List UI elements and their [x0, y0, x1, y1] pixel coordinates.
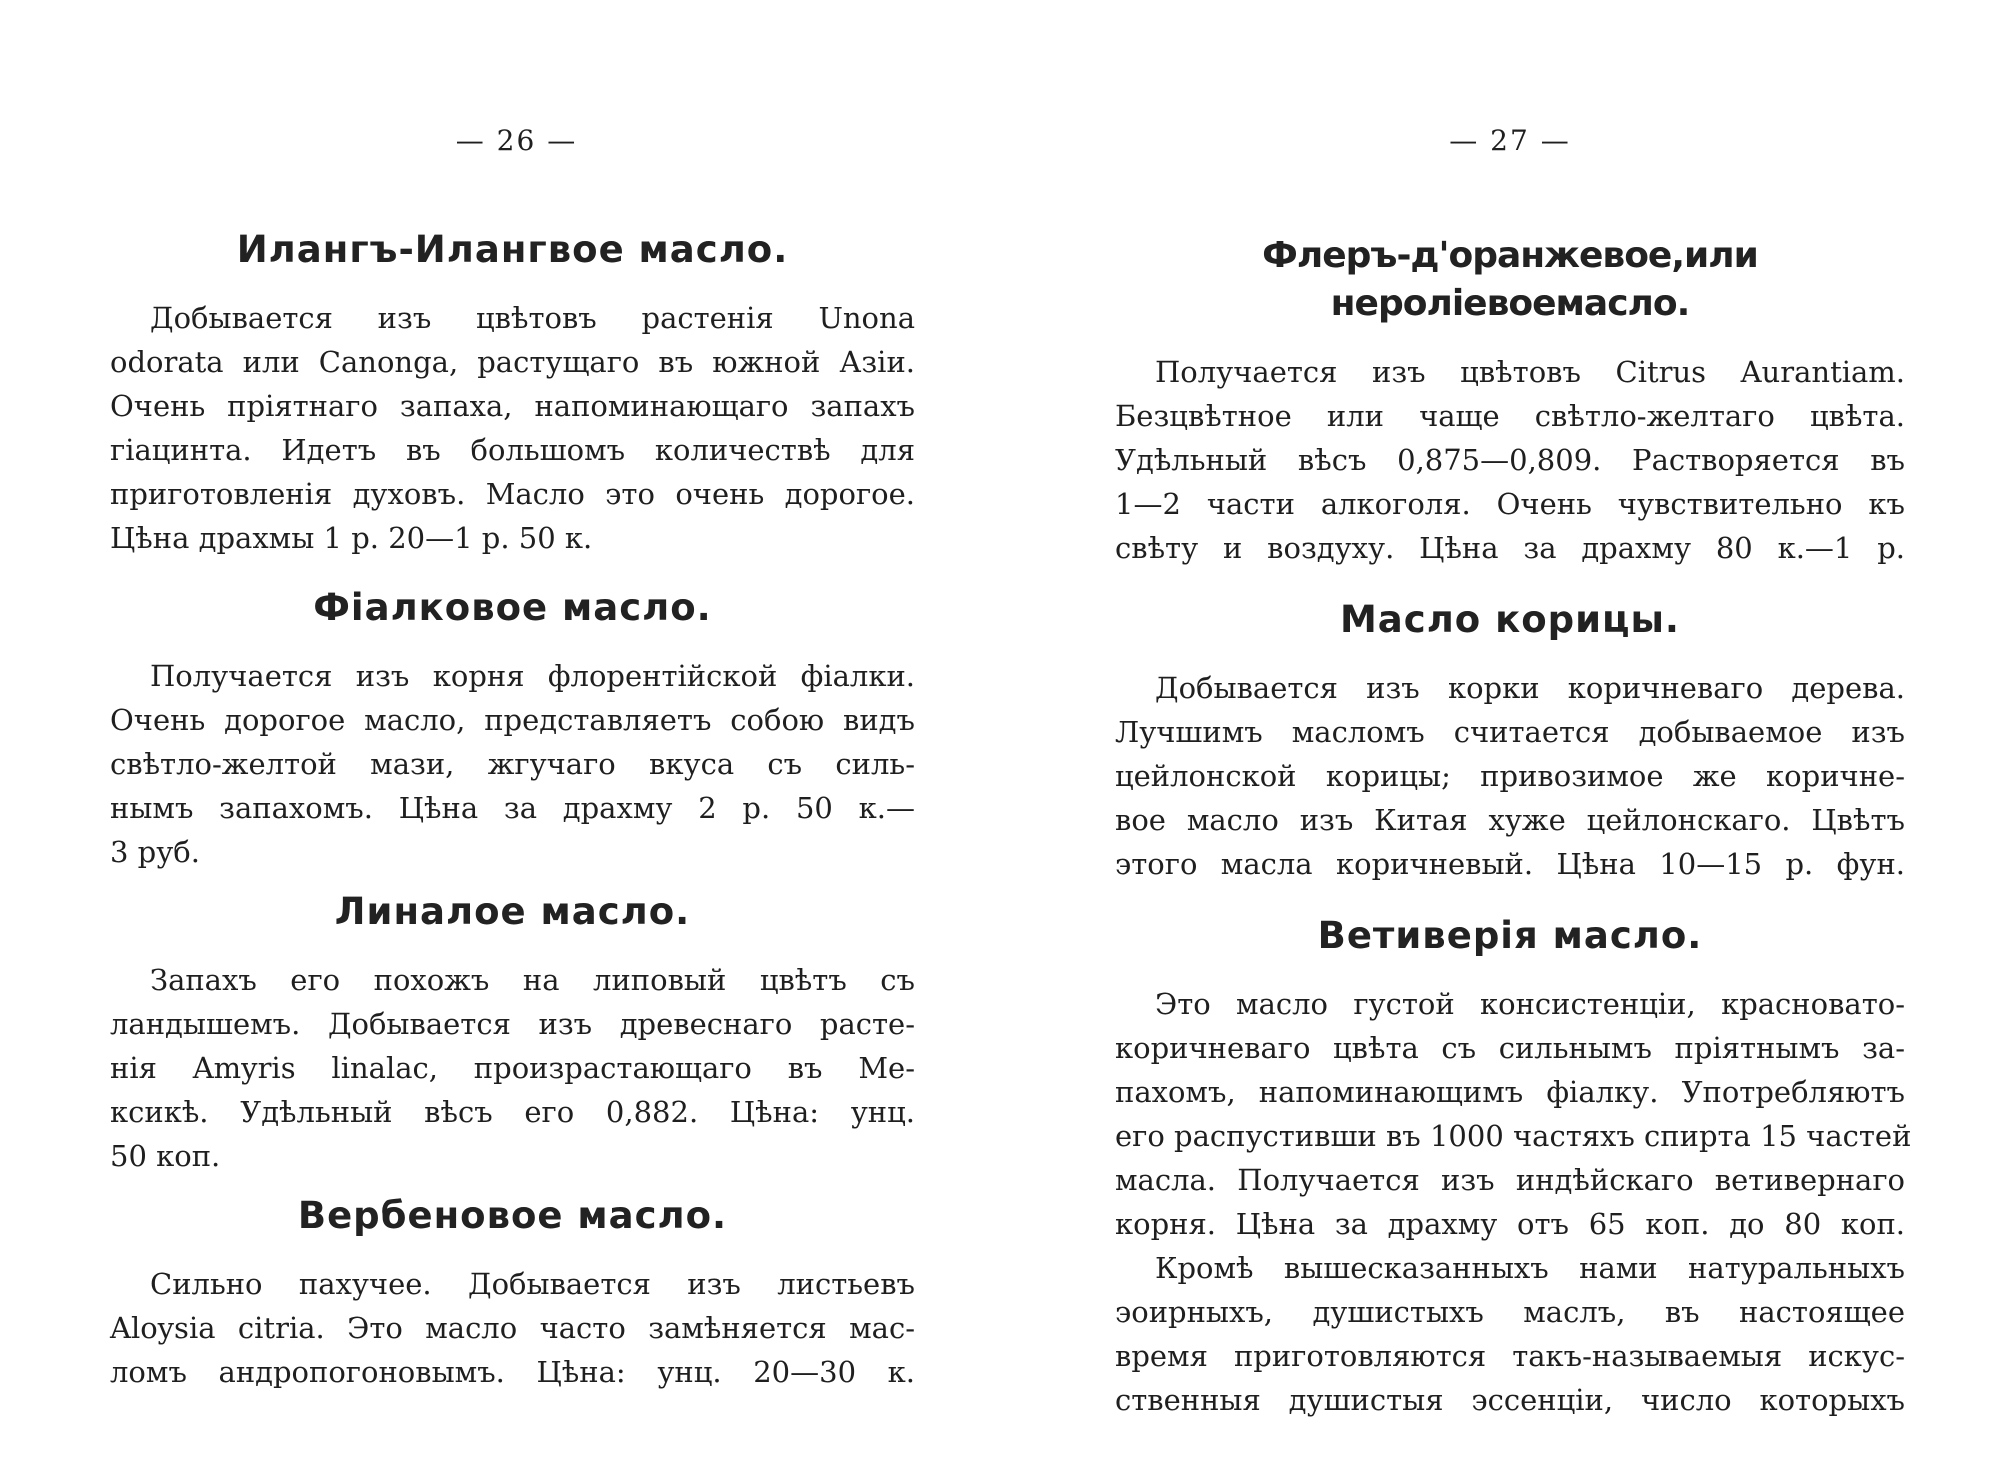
text-line: odorata или Canonga, растущаго въ южной Азіи.	[110, 345, 915, 379]
text-line: свѣту и воздуху. Цѣна за драхму 80 к.—1 р.	[1115, 531, 1905, 565]
section-body	[110, 296, 915, 560]
text-line: нымъ запахомъ. Цѣна за драхму 2 р. 50 к.—	[110, 791, 915, 825]
section-body	[1115, 350, 1905, 570]
section-body	[110, 958, 915, 1178]
text-line: ственныя душистыя эссенціи, число которыхъ	[1115, 1383, 1905, 1417]
text-line: ксикѣ. Удѣльный вѣсъ его 0,882. Цѣна: унц.	[110, 1095, 915, 1129]
text-line: Очень дорогое масло, представляетъ собою видъ	[110, 703, 915, 737]
text-line: Сильно пахучее. Добывается изъ листьевъ	[150, 1267, 915, 1301]
text-line: Это масло густой консистенціи, красновато-	[1155, 987, 1905, 1021]
section-body	[110, 654, 915, 874]
text-line: Aloysia citria. Это масло часто замѣняется мас-	[110, 1311, 915, 1345]
page-content	[1115, 232, 1912, 1422]
text-line: Очень пріятнаго запаха, напоминающаго запахъ	[110, 389, 915, 423]
section-heading: Фіалковое масло.	[313, 586, 712, 629]
text-line: свѣтло-желтой мази, жгучаго вкуса съ силь-	[110, 747, 915, 781]
section-heading: Илангъ-Илангвое масло.	[236, 228, 789, 271]
text-line: 3 руб.	[110, 835, 200, 869]
text-line: масла. Получается изъ индѣйскаго ветивернаго	[1115, 1163, 1905, 1197]
section-heading: Масло корицы.	[1339, 598, 1680, 641]
text-line: Безцвѣтное или чаще свѣтло-желтаго цвѣта.	[1115, 399, 1905, 433]
right-page	[1115, 0, 1912, 1462]
section-neroli	[1115, 232, 1905, 570]
text-line: Запахъ его похожъ на липовый цвѣтъ съ	[150, 963, 915, 997]
section-heading: Вербеновое масло.	[297, 1194, 728, 1237]
text-line: приготовленія духовъ. Масло это очень дорогое.	[110, 477, 915, 511]
text-line: Получается изъ цвѣтовъ Citrus Aurantiam.	[1155, 355, 1905, 389]
text-line: цейлонской корицы; привозимое же коричне-	[1115, 759, 1905, 793]
section-heading: Флеръ-д'оранжевое,или нероліевоемасло.	[1262, 235, 1758, 324]
text-line: пахомъ, напоминающимъ фіалку. Употребляютъ	[1115, 1075, 1905, 1109]
page-number: — 26 —	[455, 124, 578, 157]
text-line: этого масла коричневый. Цѣна 10—15 р. фун.	[1115, 847, 1905, 881]
text-line: Кромѣ вышесказанныхъ нами натуральныхъ	[1155, 1251, 1905, 1285]
text-line: эоирныхъ, душистыхъ маслъ, въ настоящее	[1115, 1295, 1905, 1329]
text-line: 50 коп.	[110, 1139, 221, 1173]
text-line: Удѣльный вѣсъ 0,875—0,809. Растворяется въ	[1115, 443, 1905, 477]
text-line: ломъ андропогоновымъ. Цѣна: унц. 20—30 к.	[110, 1355, 915, 1389]
section-linaloe	[110, 888, 915, 1178]
left-page	[110, 0, 915, 1462]
section-body	[1115, 666, 1905, 886]
text-line: корня. Цѣна за драхму отъ 65 коп. до 80 коп.	[1115, 1207, 1905, 1241]
section-cinnamon	[1115, 596, 1905, 886]
section-violet	[110, 584, 915, 874]
text-line: Цѣна драхмы 1 р. 20—1 р. 50 к.	[110, 521, 593, 555]
section-heading: Линалое масло.	[334, 890, 691, 933]
text-line: время приготовляются такъ-называемыя искус-	[1115, 1339, 1905, 1373]
text-line: Добывается изъ корки коричневаго дерева.	[1155, 671, 1905, 705]
text-line: вое масло изъ Китая хуже цейлонскаго. Цвѣтъ	[1115, 803, 1905, 837]
text-line: Добывается изъ цвѣтовъ растенія Unona	[150, 301, 915, 335]
section-body	[1115, 982, 1912, 1422]
section-verbena	[110, 1192, 915, 1394]
section-vetiver	[1115, 912, 1912, 1422]
page-content	[110, 226, 915, 1394]
section-ylang-ylang	[110, 226, 915, 560]
text-line: Получается изъ корня флорентійской фіалки.	[150, 659, 915, 693]
page-number: — 27 —	[1449, 124, 1571, 157]
text-line: нія Amyris linalac, произрастающаго въ Ме-	[110, 1051, 915, 1085]
text-line: коричневаго цвѣта съ сильнымъ пріятнымъ за-	[1115, 1031, 1905, 1065]
section-body	[110, 1262, 915, 1394]
text-line: гіацинта. Идетъ въ большомъ количествѣ для	[110, 433, 915, 467]
section-heading: Ветиверія масло.	[1317, 914, 1703, 957]
text-line: 1—2 части алкоголя. Очень чувствительно къ	[1115, 487, 1905, 521]
text-line: его распустивши въ 1000 частяхъ спирта 15 частей	[1115, 1119, 1912, 1153]
text-line: Лучшимъ масломъ считается добываемое изъ	[1115, 715, 1905, 749]
text-line: ландышемъ. Добывается изъ древеснаго расте-	[110, 1007, 915, 1041]
